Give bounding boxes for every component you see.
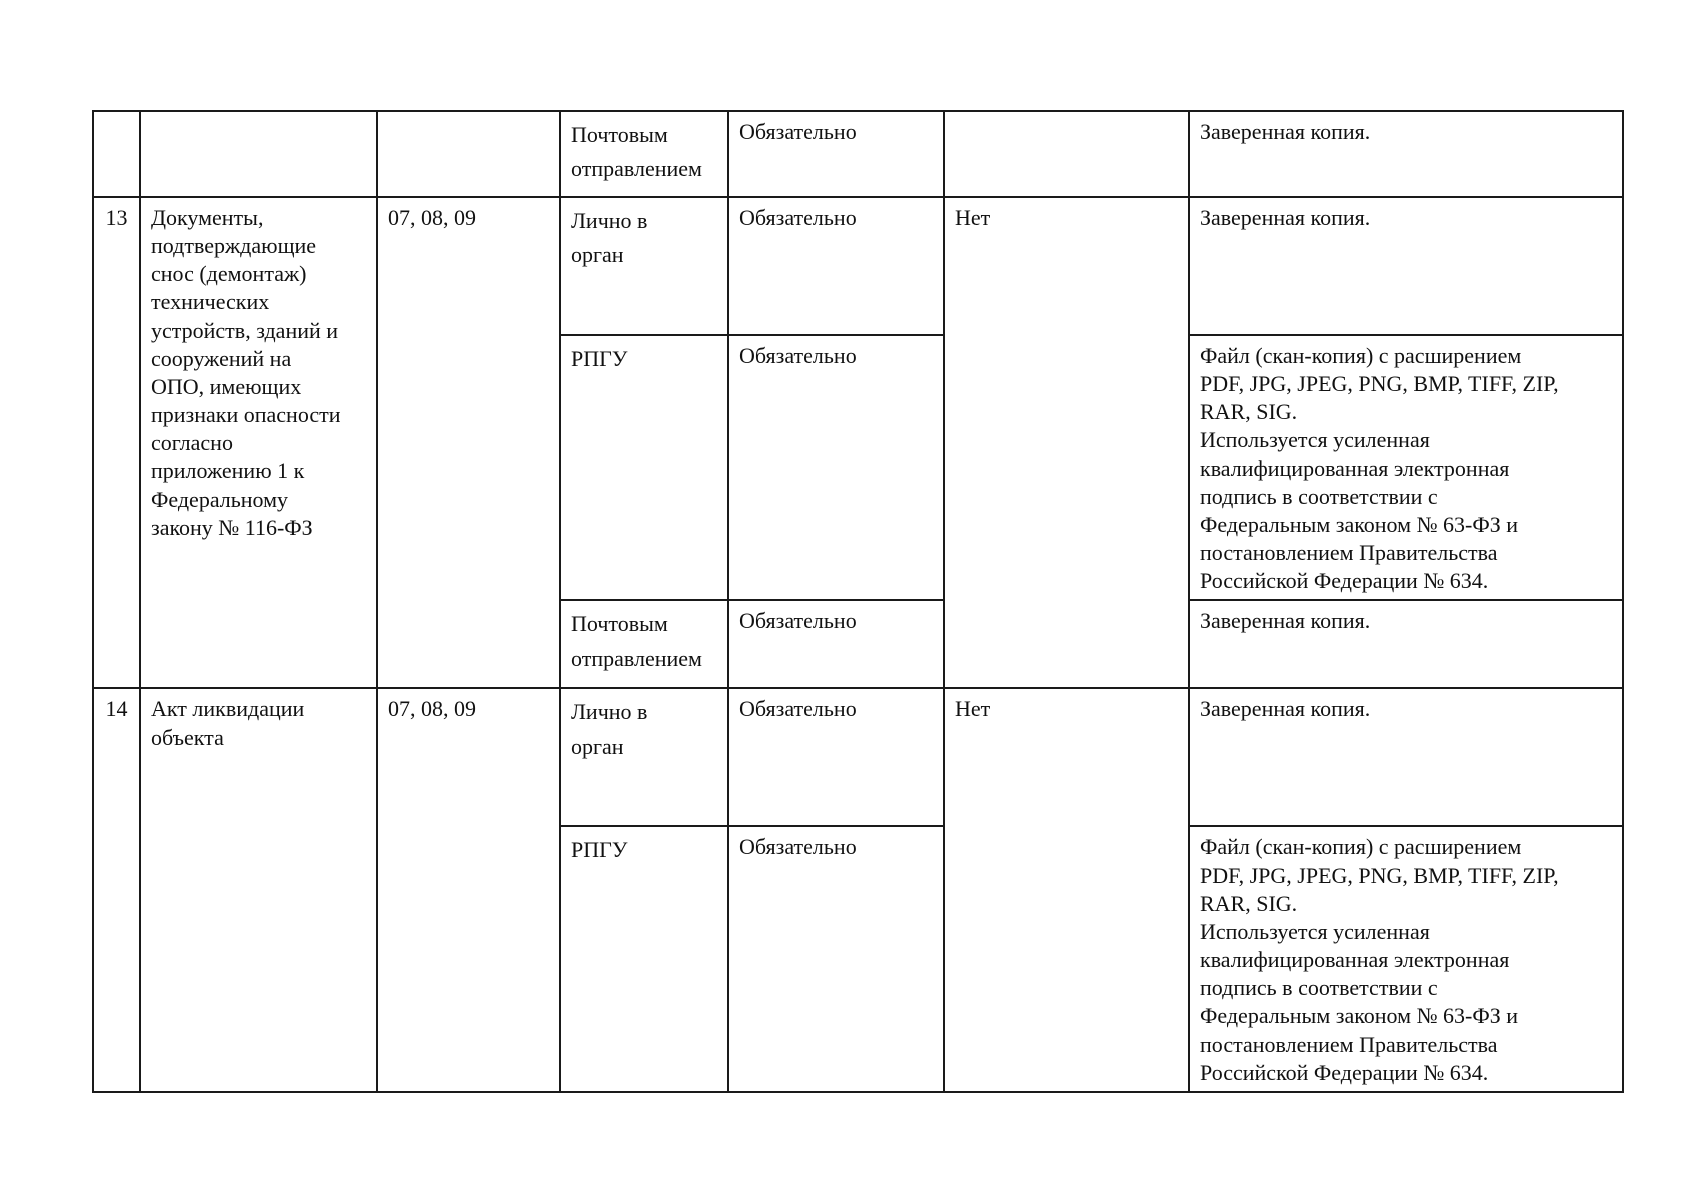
requirement: Обязательно — [728, 197, 944, 335]
form-line: Заверенная копия. — [1200, 119, 1371, 144]
form-line: RAR, SIG. — [1200, 890, 1298, 916]
form-line: постановлением Правительства — [1200, 1031, 1498, 1057]
form-line: Федеральным законом № 63-ФЗ и — [1200, 511, 1519, 537]
form-line: квалифицированная электронная — [1200, 947, 1510, 973]
method-line: орган — [571, 242, 624, 268]
document-name — [140, 688, 377, 1091]
form-line: Российской Федерации № 634. — [1200, 568, 1489, 594]
method-line: Почтовым — [571, 611, 668, 637]
document-codes — [377, 111, 560, 197]
document-name-line: Акт ликвидации — [151, 696, 305, 722]
form-line: Заверенная копия. — [1200, 608, 1371, 634]
document-name-line: подтверждающие — [151, 233, 317, 259]
document-name-line: устройств, зданий и — [151, 317, 339, 343]
row-number: 14 — [93, 688, 140, 1091]
form-line: Федеральным законом № 63-ФЗ и — [1200, 1003, 1519, 1029]
document-form — [1189, 688, 1623, 826]
table-row — [93, 111, 1623, 197]
document-form — [1189, 600, 1623, 688]
method-line: орган — [571, 733, 624, 759]
table-row — [93, 197, 1623, 335]
row-number: 13 — [93, 197, 140, 688]
document-name-line: приложению 1 к — [151, 458, 305, 484]
requirement: Обязательно — [728, 335, 944, 600]
form-line: подпись в соответствии с — [1200, 975, 1438, 1001]
document-name-line: объекта — [151, 724, 224, 750]
document-name-line: сооружений на — [151, 345, 292, 371]
method-line: Лично в — [571, 699, 648, 725]
form-line: Используется усиленная — [1200, 427, 1430, 453]
method-line: отправлением — [571, 645, 702, 671]
requirement: Обязательно — [728, 111, 944, 197]
document-name-line: закону № 116-ФЗ — [151, 514, 313, 540]
document-name-line: технических — [151, 289, 270, 315]
document-name-line: Федеральному — [151, 486, 289, 512]
submission-method — [560, 600, 728, 688]
form-line: PDF, JPG, JPEG, PNG, BMP, TIFF, ZIP, — [1200, 862, 1559, 888]
row-number — [93, 111, 140, 197]
note: Нет — [944, 197, 1189, 688]
form-line: RAR, SIG. — [1200, 399, 1298, 425]
form-line: подпись в соответствии с — [1200, 483, 1438, 509]
form-line: Файл (скан-копия) с расширением — [1200, 343, 1522, 368]
form-line: Файл (скан-копия) с расширением — [1200, 834, 1522, 860]
requirement: Обязательно — [728, 826, 944, 1091]
method-line: РПГУ — [571, 346, 628, 371]
document-form — [1189, 826, 1623, 1091]
document-form — [1189, 335, 1623, 600]
document-name-line: снос (демонтаж) — [151, 261, 307, 287]
method-line: отправлением — [571, 156, 702, 182]
table-row — [93, 688, 1623, 826]
document-form — [1189, 111, 1623, 197]
document-name-line: признаки опасности — [151, 402, 341, 428]
requirement: Обязательно — [728, 600, 944, 688]
method-line: Лично в — [571, 208, 648, 233]
document-codes: 07, 08, 09 — [377, 197, 560, 688]
submission-method — [560, 111, 728, 197]
submission-method — [560, 826, 728, 1091]
form-line: PDF, JPG, JPEG, PNG, BMP, TIFF, ZIP, — [1200, 371, 1559, 397]
document-name — [140, 197, 377, 688]
form-line: Российской Федерации № 634. — [1200, 1059, 1489, 1085]
submission-method — [560, 197, 728, 335]
form-line: Используется усиленная — [1200, 918, 1430, 944]
document-name-line: Документы, — [151, 205, 264, 230]
requirements-table — [92, 110, 1624, 1093]
method-line: РПГУ — [571, 837, 628, 863]
note: Нет — [944, 688, 1189, 1091]
document-codes: 07, 08, 09 — [377, 688, 560, 1091]
document-form — [1189, 197, 1623, 335]
submission-method — [560, 688, 728, 826]
form-line: квалифицированная электронная — [1200, 455, 1510, 481]
note — [944, 111, 1189, 197]
submission-method — [560, 335, 728, 600]
form-line: Заверенная копия. — [1200, 205, 1371, 230]
document-name — [140, 111, 377, 197]
method-line: Почтовым — [571, 122, 668, 147]
document-name-line: согласно — [151, 430, 233, 456]
requirement: Обязательно — [728, 688, 944, 826]
document-name-line: ОПО, имеющих — [151, 373, 302, 399]
form-line: постановлением Правительства — [1200, 540, 1498, 566]
form-line: Заверенная копия. — [1200, 696, 1371, 722]
